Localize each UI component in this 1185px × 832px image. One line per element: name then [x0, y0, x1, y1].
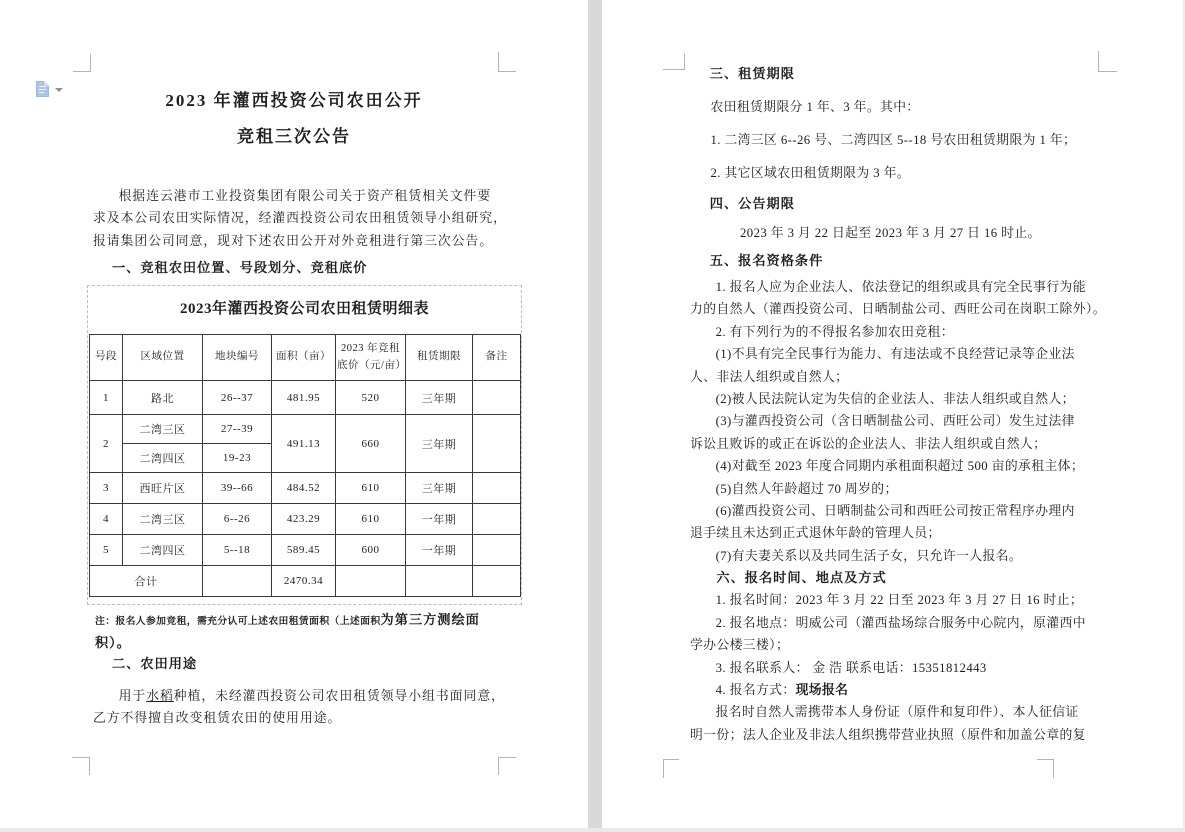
- cell-price: [336, 566, 406, 597]
- col-header-segment: 号段: [90, 335, 123, 381]
- usage-paragraph: [93, 685, 538, 730]
- section-4-heading: 四、公告期限: [709, 196, 795, 211]
- cell-segment: 5: [90, 535, 123, 566]
- table-row: [90, 415, 521, 444]
- col-header-base-price: 2023 年竞租 底价（元/亩）: [336, 335, 406, 381]
- cell-plot: [203, 566, 272, 597]
- table-total-row: [90, 566, 521, 597]
- cell-area: 481.95: [272, 381, 336, 415]
- section-6-item: 2. 报名地点：明威公司（灌西盐场综合服务中心院内，原灌西中 学办公楼三楼）；: [690, 615, 1086, 653]
- cell-price: 600: [336, 535, 406, 566]
- cell-location: 二湾四区: [123, 535, 203, 566]
- cell-plot: 26--37: [203, 381, 272, 415]
- cell-term: 一年期: [406, 535, 473, 566]
- col-header-location: 区域位置: [123, 335, 203, 381]
- view-bottom-strip: [0, 828, 1185, 832]
- table-header-row: [90, 335, 521, 381]
- cell-remark: [473, 415, 521, 473]
- paste-options-button[interactable]: [34, 80, 66, 100]
- text-boundary-mark-bottom-right: [498, 757, 516, 775]
- cell-term: 一年期: [406, 504, 473, 535]
- table-note: [95, 609, 535, 653]
- cell-area: 484.52: [272, 473, 336, 504]
- cell-segment: 3: [90, 473, 123, 504]
- text-boundary-mark-top-right: [498, 52, 516, 72]
- section-5-item: (1)不具有完全民事行为能力、有违法或不良经营记录等企业法 人、非法人组织或自然人；: [690, 347, 1075, 384]
- cell-remark: [473, 381, 521, 415]
- table-row: [90, 535, 521, 566]
- chevron-down-icon: [55, 88, 63, 92]
- note-small-text: 注：报名人参加竞租，需充分认可上述农田租赁面积（上述面积: [95, 616, 381, 627]
- cell-plot: 6--26: [203, 504, 272, 535]
- cell-location: 二湾四区: [123, 444, 203, 473]
- text-boundary-mark-top-left: [663, 54, 685, 70]
- section-5-item: 2. 有下列行为的不得报名参加农田竞租：: [715, 324, 954, 339]
- text-boundary-mark-bottom-left: [663, 759, 679, 778]
- section-2-heading: 二、农田用途: [112, 656, 198, 671]
- cell-segment: 1: [90, 381, 123, 415]
- col-header-lease-term: 租赁期限: [406, 335, 473, 381]
- section-6-item-registration-method: [690, 679, 1114, 701]
- note-emphasis-text: 为第三方测绘面 积）。: [95, 612, 480, 650]
- cell-remark: [473, 473, 521, 504]
- cell-term: 三年期: [406, 381, 473, 415]
- cell-remark: [473, 504, 521, 535]
- section-5-heading: 五、报名资格条件: [709, 253, 824, 268]
- cell-location: 二湾三区: [123, 415, 203, 444]
- item4-prefix: 4. 报名方式：: [715, 682, 796, 697]
- section-5-item: (6)灌西投资公司、日晒制盐公司和西旺公司按正常程序办理内 退手续且未达到正式退休年龄的管理人员；: [690, 504, 1075, 541]
- section-5-item: (3)与灌西投资公司（含日晒制盐公司、西旺公司）发生过法律 诉讼且败诉的或正在诉讼的企业法人、非法人组织或自然人；: [690, 414, 1075, 451]
- cell-location: 西旺片区: [123, 473, 203, 504]
- section-6-heading: 六、报名时间、地点及方式: [716, 570, 887, 586]
- cell-area: 589.45: [272, 535, 336, 566]
- cell-plot: 27--39: [203, 415, 272, 444]
- cell-term: 三年期: [406, 473, 473, 504]
- cell-segment: 2: [90, 415, 123, 473]
- cell-plot: 19-23: [203, 444, 272, 473]
- text-boundary-mark-bottom-left: [72, 757, 90, 775]
- cell-segment: 4: [90, 504, 123, 535]
- item4-bold-value: 现场报名: [795, 682, 849, 697]
- col-header-remark: 备注: [473, 335, 521, 381]
- document-icon: [36, 81, 49, 97]
- text-boundary-mark-bottom-right: [1037, 759, 1054, 778]
- lease-table-textbox: [87, 285, 522, 605]
- section-5-item: (7)有夫妻关系以及共同生活子女，只允许一人报名。: [715, 548, 1023, 563]
- lease-table-title: 2023年灌西投资公司农田租赁明细表: [179, 301, 429, 317]
- col-header-area: 面积（亩）: [272, 335, 336, 381]
- cell-price: 610: [336, 473, 406, 504]
- cell-term: [406, 566, 473, 597]
- section-6-closing-paragraph: 报名时自然人需携带本人身份证（原件和复印件）、本人征信证 明一份；法人企业及非法人组织携带营业执照（原件和加盖公章的复: [690, 705, 1086, 742]
- section-3-line: 农田租赁期限分 1 年、3 年。其中：: [710, 100, 920, 114]
- usage-prefix: 用于: [118, 689, 147, 703]
- cell-plot: 5--18: [203, 535, 272, 566]
- usage-underlined-term: 水稻: [146, 689, 174, 703]
- col-header-plot-number: 地块编号: [203, 335, 272, 381]
- usage-rest: 种植，未经灌西投资公司农田租赁领导小组书面同意， 乙方不得擅自改变租赁农田的使用用途。: [93, 689, 505, 726]
- document-page-2: [602, 0, 1185, 828]
- cell-price: 520: [336, 381, 406, 415]
- section-4-line: 2023 年 3 月 22 日起至 2023 年 3 月 27 日 16 时止。: [740, 226, 1041, 240]
- section-5-item: (4)对截至 2023 年度合同期内承租面积超过 500 亩的承租主体；: [715, 459, 1085, 474]
- cell-price: 660: [336, 415, 406, 473]
- section-6-item: 3. 报名联系人： 金 浩 联系电话：15351812443: [715, 660, 987, 675]
- section-3-line: 1. 二湾三区 6--26 号、二湾四区 5--18 号农田租赁期限为 1 年；: [710, 133, 1077, 147]
- page-2-content: [690, 63, 1114, 746]
- table-row: [90, 504, 521, 535]
- section-5-item: (2)被人民法院认定为失信的企业法人、非法人组织或自然人；: [715, 392, 1075, 407]
- cell-term: 三年期: [406, 415, 473, 473]
- section-3-heading: 三、租赁期限: [709, 66, 795, 81]
- cell-location: 二湾三区: [123, 504, 203, 535]
- document-title-line-2: 竞租三次公告: [237, 127, 351, 146]
- cell-plot: 39--66: [203, 473, 272, 504]
- section-6-item: 1. 报名时间：2023 年 3 月 22 日至 2023 年 3 月 27 日 16 时止；: [715, 593, 1084, 608]
- cell-total-area: 2470.34: [272, 566, 336, 597]
- document-page-1: [0, 0, 588, 828]
- section-3-line: 2. 其它区域农田租赁期限为 3 年。: [710, 166, 911, 180]
- table-row: [90, 381, 521, 415]
- intro-paragraph: 根据连云港市工业投资集团有限公司关于资产租赁相关文件要 求及本公司农田实际情况，经灌西投资公司农田租赁领导小组研究， 报请集团公司同意，现对下述农田公开对外竞租进行第三次公告。: [93, 189, 507, 248]
- table-row: [90, 473, 521, 504]
- cell-price: 610: [336, 504, 406, 535]
- document-title-line-1: 2023 年灌西投资公司农田公开: [165, 91, 423, 110]
- cell-area: 423.29: [272, 504, 336, 535]
- cell-remark: [473, 566, 521, 597]
- cell-total-label: 合计: [90, 566, 203, 597]
- cell-remark: [473, 535, 521, 566]
- section-5-item: (5)自然人年龄超过 70 周岁的；: [715, 481, 898, 496]
- cell-area: 491.13: [272, 415, 336, 473]
- cell-location: 路北: [123, 381, 203, 415]
- lease-detail-table: [89, 334, 521, 597]
- section-1-heading: 一、竞租农田位置、号段划分、竞租底价: [112, 260, 368, 275]
- text-boundary-mark-top-left: [73, 54, 91, 72]
- section-5-item: 1. 报名人应为企业法人、依法登记的组织或具有完全民事行为能 力的自然人（灌西投资公司、日晒制盐公司、西旺公司在岗职工除外）。: [690, 280, 1106, 317]
